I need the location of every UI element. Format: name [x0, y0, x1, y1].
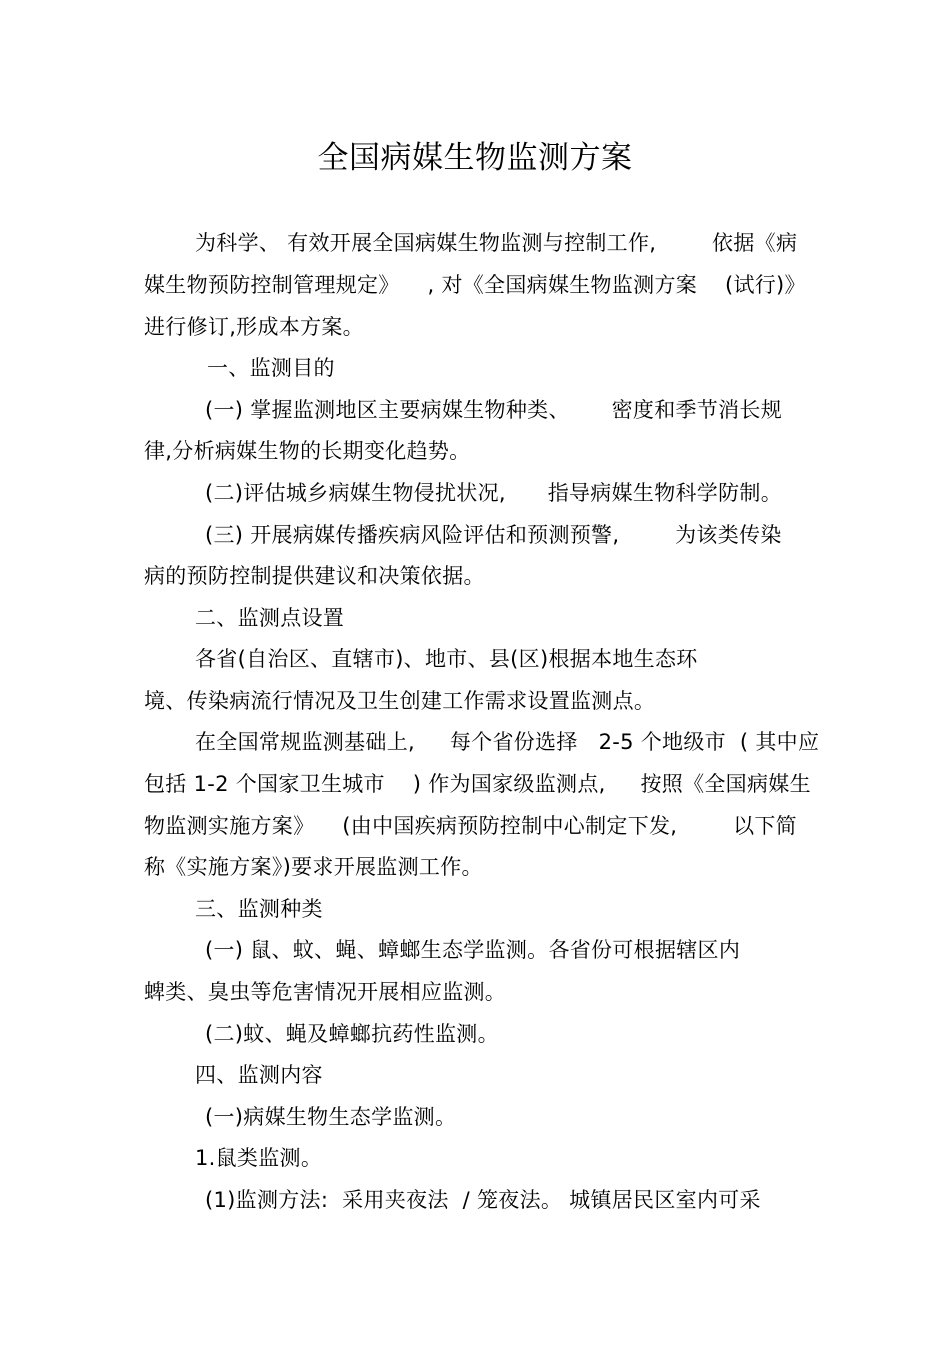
- section-heading: 一、监测目的: [207, 356, 335, 380]
- paragraph-line: (二)评估城乡病媒生物侵扰状况, 指导病媒生物科学防制。: [205, 481, 783, 505]
- paragraph-line: 病的预防控制提供建议和决策依据。: [144, 564, 485, 588]
- paragraph-line: 物监测实施方案》 (由中国疾病预防控制中心制定下发, 以下简: [144, 814, 797, 838]
- paragraph-line: 境、传染病流行情况及卫生创建工作需求设置监测点。: [144, 689, 656, 713]
- paragraph-line: (1)监测方法: 采用夹夜法 / 笼夜法。 城镇居民区室内可采: [205, 1188, 761, 1212]
- paragraph-line: 称《实施方案》)要求开展监测工作。: [144, 855, 483, 879]
- section-heading: 二、监测点设置: [195, 606, 345, 630]
- paragraph-line: 在全国常规监测基础上, 每个省份选择 2-5 个地级市 ( 其中应: [195, 730, 820, 754]
- paragraph-line: 媒生物预防控制管理规定》 , 对《全国病媒生物监测方案 (试行)》: [144, 273, 806, 297]
- paragraph-line: 蜱类、臭虫等危害情况开展相应监测。: [144, 980, 507, 1004]
- paragraph-line: 各省(自治区、直辖市)、地市、县(区)根据本地生态环: [195, 647, 698, 671]
- paragraph-line: (一) 掌握监测地区主要病媒生物种类、 密度和季节消长规: [205, 398, 783, 422]
- paragraph-line: (一)病媒生物生态学监测。: [205, 1105, 457, 1129]
- paragraph-line: 律,分析病媒生物的长期变化趋势。: [144, 439, 471, 463]
- paragraph-line: (一) 鼠、蚊、蝇、蟑螂生态学监测。各省份可根据辖区内: [205, 938, 741, 962]
- paragraph-line: (三) 开展病媒传播疾病风险评估和预测预警, 为该类传染: [205, 523, 782, 547]
- paragraph-line: 包括 1-2 个国家卫生城市 ) 作为国家级监测点, 按照《全国病媒生: [144, 772, 811, 796]
- paragraph-line: 进行修订,形成本方案。: [144, 315, 364, 339]
- paragraph-line: 1.鼠类监测。: [195, 1146, 323, 1170]
- section-heading: 四、监测内容: [195, 1063, 323, 1087]
- paragraph-line: 为科学、 有效开展全国病媒生物监测与控制工作, 依据《病: [195, 231, 798, 255]
- page-title: 全国病媒生物监测方案: [317, 140, 633, 176]
- paragraph-line: (二)蚊、蝇及蟑螂抗药性监测。: [205, 1022, 499, 1046]
- section-heading: 三、监测种类: [195, 897, 323, 921]
